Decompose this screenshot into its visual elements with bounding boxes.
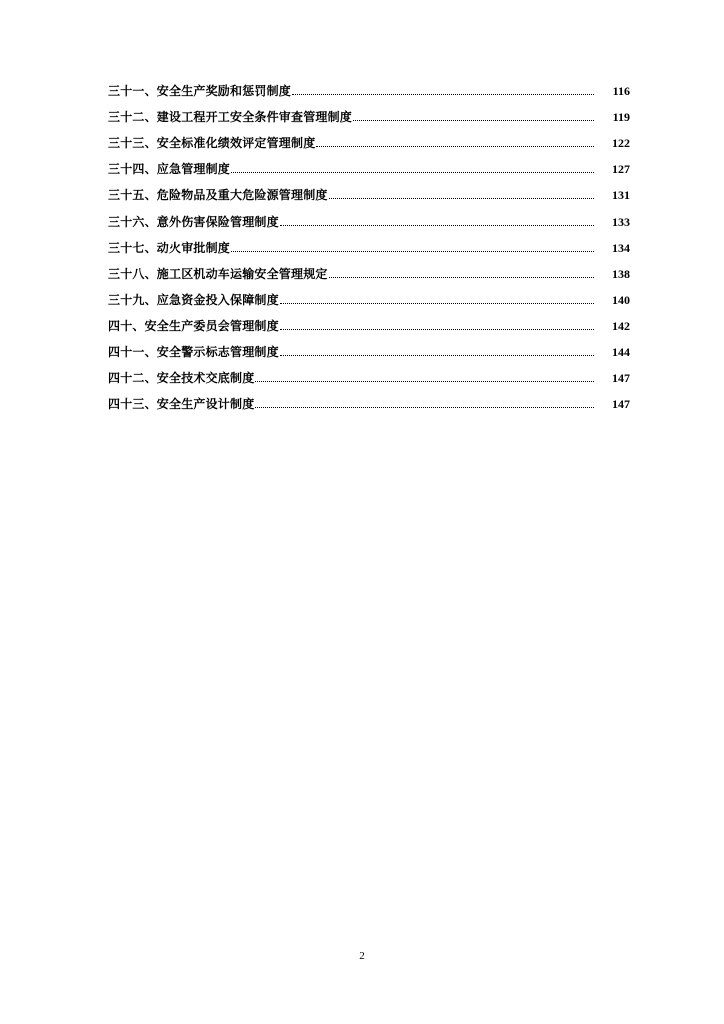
toc-entry[interactable] <box>108 281 630 307</box>
toc-entry[interactable] <box>108 307 630 333</box>
toc-entry[interactable] <box>108 202 630 228</box>
toc-entry-page: 147 <box>612 397 630 412</box>
toc-entry[interactable] <box>108 359 630 385</box>
toc-dot-leader <box>292 84 594 95</box>
toc-entry-page: 131 <box>612 188 630 203</box>
toc-entry-title: 三十八、施工区机动车运输安全管理规定 <box>108 266 328 281</box>
toc-dot-leader <box>255 371 594 382</box>
toc-entry-page: 127 <box>612 162 630 177</box>
toc-entry[interactable] <box>108 124 630 150</box>
toc-entry[interactable] <box>108 255 630 281</box>
toc-entry-title: 四十二、安全技术交底制度 <box>108 371 255 386</box>
toc-entry-page: 119 <box>612 110 630 125</box>
toc-entry-page: 140 <box>612 292 630 307</box>
toc-entry-title: 三十四、应急管理制度 <box>108 162 231 177</box>
toc-entry-page: 134 <box>612 240 630 255</box>
toc-dot-leader <box>316 136 594 147</box>
toc-dot-leader <box>231 162 594 173</box>
page-number: 2 <box>359 950 365 962</box>
toc-dot-leader <box>280 215 594 226</box>
toc-dot-leader <box>280 345 594 356</box>
toc-dot-leader <box>280 319 594 330</box>
toc-entry-title: 三十九、应急资金投入保障制度 <box>108 292 279 307</box>
toc-entry[interactable] <box>108 72 630 98</box>
toc-entry-title: 四十、安全生产委员会管理制度 <box>108 318 279 333</box>
toc-entry-page: 116 <box>612 84 630 99</box>
toc-entry-page: 142 <box>612 318 630 333</box>
toc-entry-title: 三十一、安全生产奖励和惩罚制度 <box>108 84 292 99</box>
toc-entry[interactable] <box>108 385 630 411</box>
toc-entry-title: 四十三、安全生产设计制度 <box>108 397 255 412</box>
toc-entry[interactable] <box>108 98 630 124</box>
toc-dot-leader <box>329 188 594 199</box>
toc-entry[interactable] <box>108 150 630 176</box>
toc-entry-page: 133 <box>612 214 630 229</box>
toc-entry-title: 三十六、意外伤害保险管理制度 <box>108 214 279 229</box>
toc-entry-title: 三十二、建设工程开工安全条件审查管理制度 <box>108 110 353 125</box>
toc-entry-title: 三十三、安全标准化绩效评定管理制度 <box>108 136 316 151</box>
toc-entry-title: 四十一、安全警示标志管理制度 <box>108 345 279 360</box>
toc-dot-leader <box>353 110 594 121</box>
toc-dot-leader <box>280 293 594 304</box>
toc-dot-leader <box>255 397 594 408</box>
toc-entry-page: 138 <box>612 266 630 281</box>
toc-entry[interactable] <box>108 176 630 202</box>
toc-entry-title: 三十七、动火审批制度 <box>108 240 231 255</box>
toc-entry-page: 144 <box>612 345 630 360</box>
toc-dot-leader <box>329 267 594 278</box>
toc-dot-leader <box>231 241 594 252</box>
toc-entry[interactable] <box>108 333 630 359</box>
table-of-contents <box>108 72 630 411</box>
toc-entry-page: 122 <box>612 136 630 151</box>
toc-entry[interactable] <box>108 229 630 255</box>
toc-entry-title: 三十五、危险物品及重大危险源管理制度 <box>108 188 328 203</box>
toc-entry-page: 147 <box>612 371 630 386</box>
